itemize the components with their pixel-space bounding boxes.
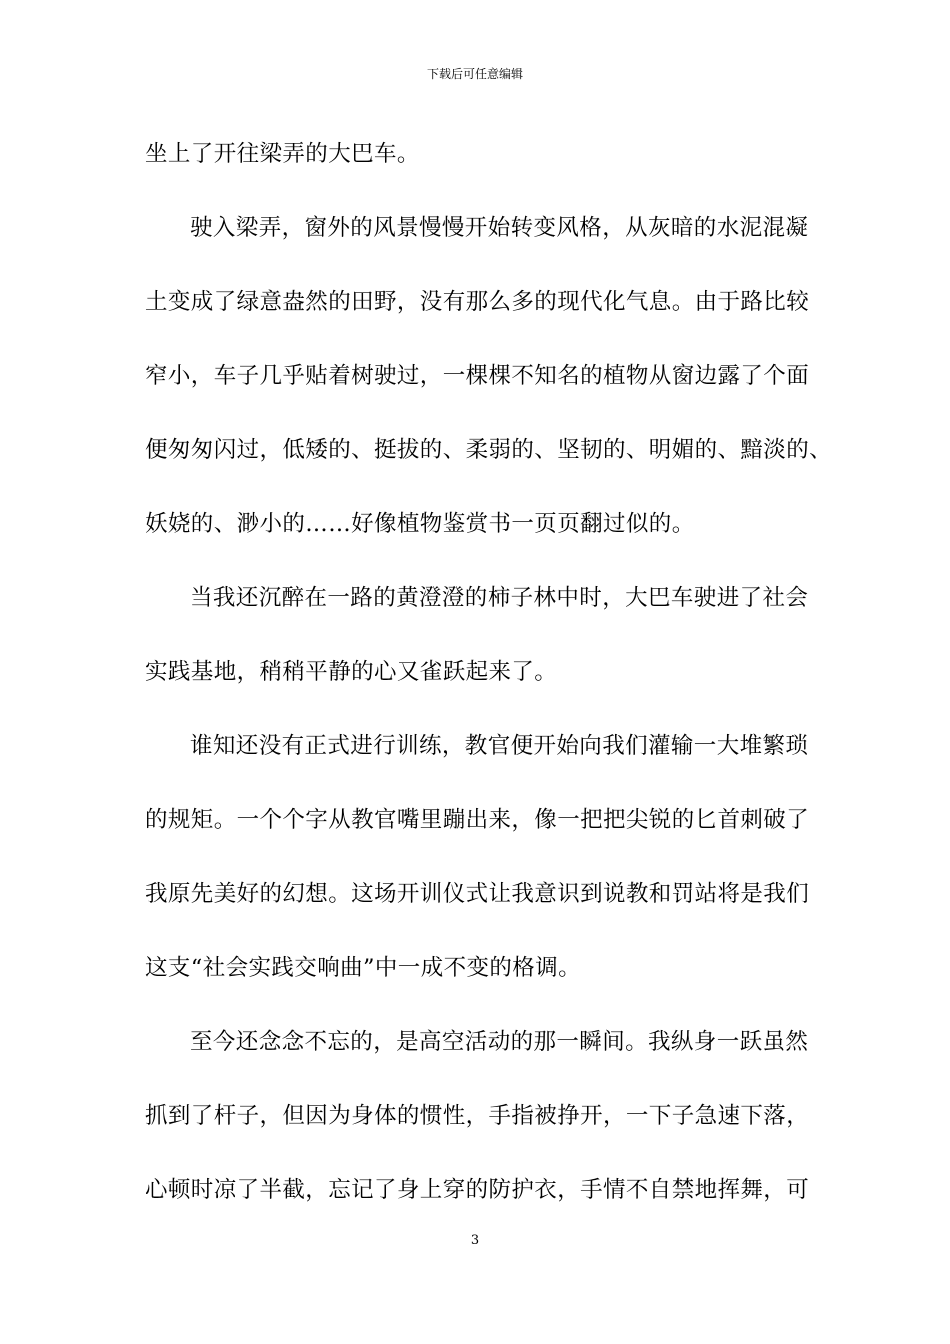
text-line: 妖娆的、渺小的……好像植物鉴赏书一页页翻过似的。: [145, 511, 695, 537]
text-line: 抓到了杆子，但因为身体的惯性，手指被挣开，一下子急速下落，: [145, 1103, 810, 1129]
text-line: 至今还念念不忘的，是高空活动的那一瞬间。我纵身一跃虽然: [190, 1029, 809, 1055]
text-line: 实践基地，稍稍平静的心又雀跃起来了。: [145, 659, 558, 685]
page-number: 3: [470, 1233, 480, 1248]
text-line: 心顿时凉了半截，忘记了身上穿的防护衣，手情不自禁地挥舞，可: [145, 1177, 810, 1203]
text-line: 窄小，车子几乎贴着树驶过，一棵棵不知名的植物从窗边露了个面: [145, 363, 810, 389]
text-line: 的规矩。一个个字从教官嘴里蹦出来，像一把把尖锐的匕首刺破了: [145, 807, 810, 833]
text-line: 我原先美好的幻想。这场开训仪式让我意识到说教和罚站将是我们: [145, 881, 810, 907]
text-line: 便匆匆闪过，低矮的、挺拔的、柔弱的、坚韧的、明媚的、黯淡的、: [145, 437, 833, 463]
text-line: 谁知还没有正式进行训练，教官便开始向我们灌输一大堆繁琐: [190, 733, 809, 759]
text-line: 坐上了开往梁弄的大巴车。: [145, 141, 420, 167]
document-body: [145, 124, 833, 1234]
text-line: 土变成了绿意盎然的田野，没有那么多的现代化气息。由于路比较: [145, 289, 810, 315]
page-header-note: 下载后可任意编辑: [426, 67, 523, 81]
text-line: 这支“社会实践交响曲”中一成不变的格调。: [145, 955, 582, 981]
text-line: 驶入梁弄，窗外的风景慢慢开始转变风格，从灰暗的水泥混凝: [190, 215, 809, 241]
text-line: 当我还沉醉在一路的黄澄澄的柿子林中时，大巴车驶进了社会: [190, 585, 809, 611]
